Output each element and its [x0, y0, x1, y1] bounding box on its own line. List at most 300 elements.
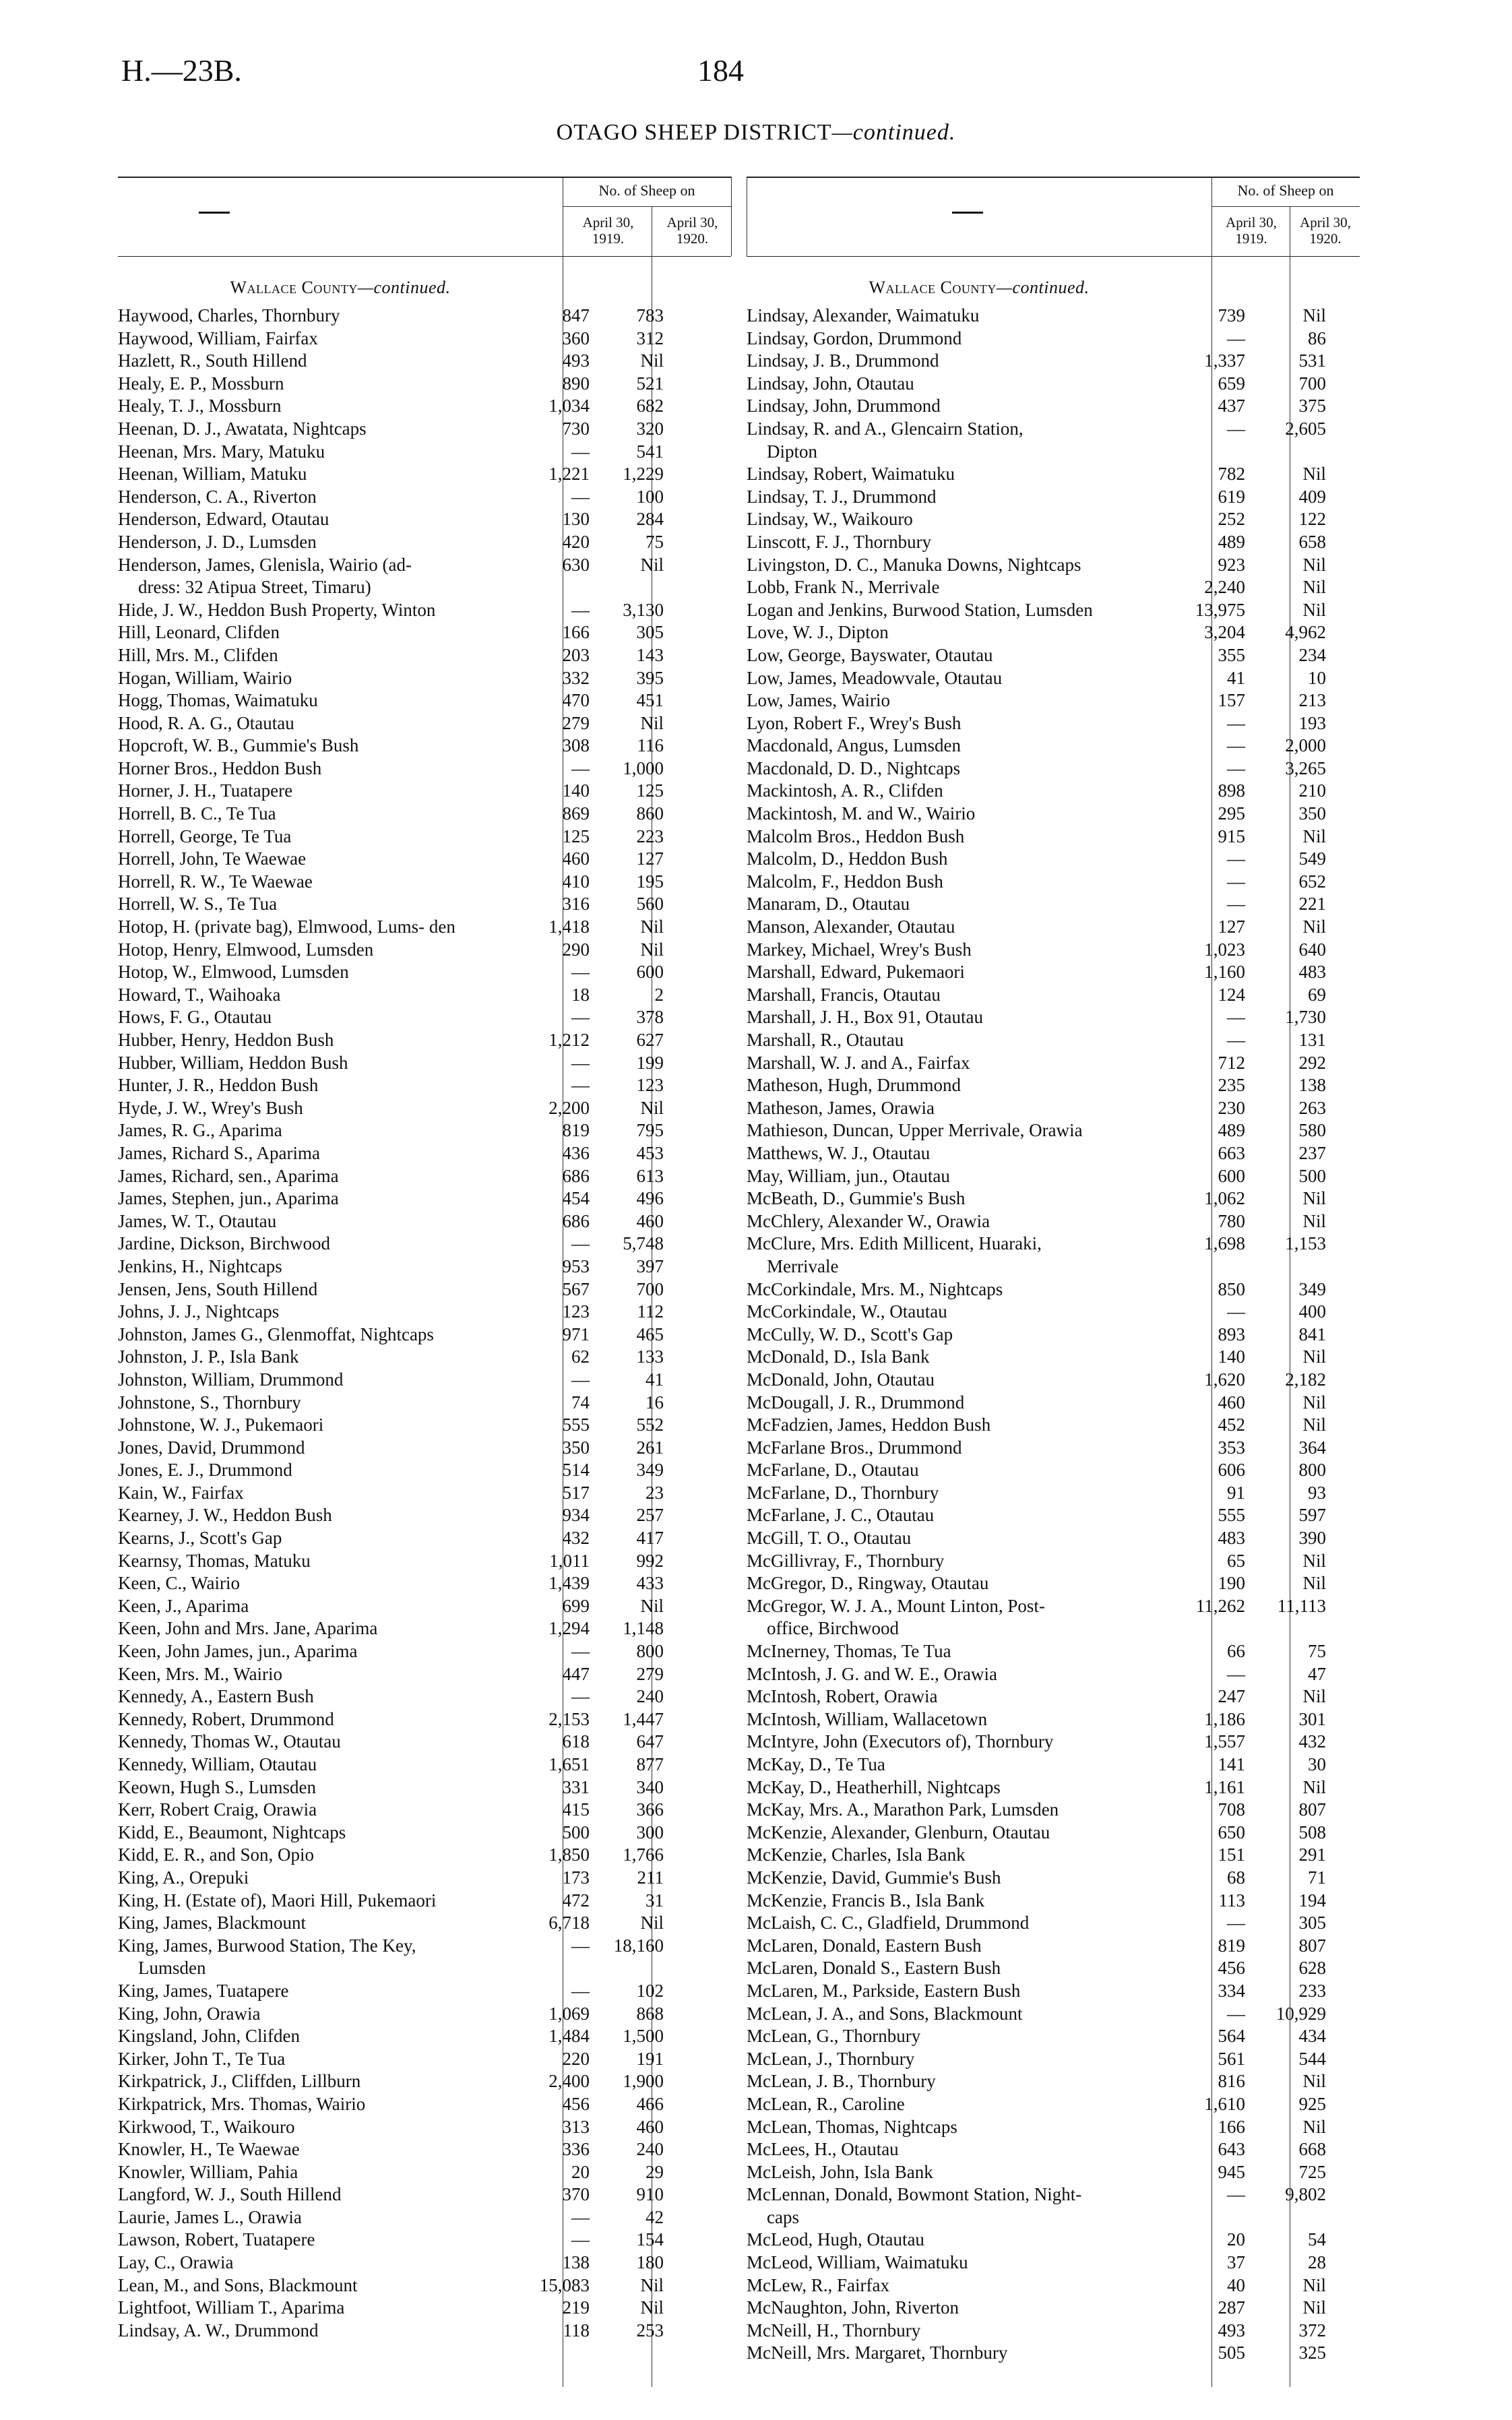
sheep-1920: 199: [636, 1052, 664, 1073]
sheep-1919: 561: [1218, 2048, 1245, 2069]
owner-name: Lay, C., Orawia: [118, 2252, 234, 2273]
sheep-1919: 15,083: [539, 2274, 590, 2295]
sheep-1920: 69: [1308, 984, 1326, 1005]
owner-name: McLennan, Donald, Bowmont Station, Night- caps: [747, 2184, 1082, 2227]
sheep-1920: 210: [1298, 780, 1326, 801]
table-row: [118, 1640, 731, 1663]
sheep-1920: 807: [1298, 1799, 1326, 1820]
sheep-1920: 807: [1298, 1935, 1326, 1956]
table-header-rule: [118, 256, 731, 257]
sheep-1920: 417: [636, 1528, 664, 1549]
table-row: [747, 1278, 1360, 1301]
owner-name: Kidd, E., Beaumont, Nightcaps: [118, 1822, 346, 1842]
sheep-1919: 489: [1218, 531, 1245, 552]
table-row: [118, 1822, 731, 1844]
owner-name: McGillivray, F., Thornbury: [747, 1550, 945, 1571]
owner-name: Markey, Michael, Wrey's Bush: [747, 939, 972, 960]
date-1919-header: April 30, 1919.: [1226, 214, 1277, 247]
sheep-1920: 11,113: [1277, 1595, 1326, 1616]
table-row: [747, 1754, 1360, 1776]
owner-name: King, James, Tuatapere: [118, 1980, 289, 2001]
owner-name: Marshall, Francis, Otautau: [747, 984, 941, 1005]
owner-name: Healy, T. J., Mossburn: [118, 396, 282, 416]
table-row: [118, 1844, 731, 1867]
sheep-1919: 454: [562, 1188, 590, 1209]
owner-name: King, H. (Estate of), Maori Hill, Pukemaori: [118, 1890, 437, 1911]
table-row: [747, 1663, 1360, 1686]
table-row: [118, 1165, 731, 1188]
owner-name: McFarlane, D., Thornbury: [747, 1482, 939, 1503]
sheep-1920: 597: [1298, 1505, 1326, 1526]
section-heading: Wallace County—continued.: [869, 278, 1090, 297]
sheep-1919: 353: [1218, 1437, 1245, 1458]
sheep-1920: 312: [636, 328, 664, 348]
sheep-1919: 20: [1227, 2229, 1245, 2250]
owner-name: Horner, J. H., Tuatapere: [118, 780, 293, 801]
sheep-1920: 364: [1298, 1437, 1326, 1458]
sheep-1919: —: [1227, 848, 1245, 869]
sheep-1919: 686: [562, 1210, 590, 1231]
owner-name: McLaren, Donald, Eastern Bush: [747, 1935, 982, 1956]
sheep-1920: 925: [1298, 2093, 1326, 2114]
sheep-1919: 456: [562, 2093, 590, 2114]
left-table: [118, 177, 731, 2387]
owner-name: Livingston, D. C., Manuka Downs, Nightcaps: [747, 554, 1081, 575]
sheep-1919: 279: [562, 712, 590, 733]
sheep-1920: 234: [1298, 644, 1326, 665]
table-row: [747, 508, 1360, 531]
table-row: [118, 826, 731, 848]
sheep-1920: 143: [636, 644, 664, 665]
table-row: [118, 2206, 731, 2229]
sheep-1920: Nil: [1302, 1686, 1326, 1707]
sheep-1919: 630: [562, 554, 590, 575]
table-row: [118, 1617, 731, 1640]
sheep-1919: 971: [562, 1324, 590, 1344]
table-row: [747, 1708, 1360, 1731]
sheep-1920: 194: [1298, 1890, 1326, 1911]
table-row: [118, 984, 731, 1007]
owner-name: James, Stephen, jun., Aparima: [118, 1188, 339, 1209]
sheep-1920: Nil: [1302, 305, 1326, 325]
owner-name: Marshall, R., Otautau: [747, 1030, 904, 1050]
owner-name: Kain, W., Fairfax: [118, 1482, 244, 1503]
table-row: [747, 418, 1360, 463]
date-1920-header: April 30, 1920.: [666, 214, 718, 247]
owner-name: McKenzie, Charles, Isla Bank: [747, 1844, 966, 1865]
owner-name: Hows, F. G., Otautau: [118, 1007, 272, 1028]
table-row: [118, 667, 731, 690]
owner-name: McLeish, John, Isla Bank: [747, 2161, 933, 2182]
sheep-1919: 420: [562, 531, 590, 552]
owner-name: McNaughton, John, Riverton: [747, 2297, 959, 2318]
owner-name: Hubber, William, Heddon Bush: [118, 1052, 348, 1073]
owner-name: Kirker, John T., Te Tua: [118, 2048, 286, 2069]
table-row: [747, 328, 1360, 350]
sheep-1919: —: [1227, 418, 1245, 439]
sheep-1919: 782: [1218, 464, 1245, 485]
owner-name: Manson, Alexander, Otautau: [747, 917, 955, 937]
sheep-1919: 360: [562, 328, 590, 348]
table-row: [747, 803, 1360, 826]
table-row: [747, 1776, 1360, 1799]
sheep-1920: 9,802: [1285, 2184, 1326, 2205]
sheep-1919: —: [1227, 735, 1245, 756]
table-row: [747, 1074, 1360, 1097]
owner-name: Lindsay, R. and A., Glencairn Station, Dipton: [747, 418, 1023, 462]
owner-name: McLaish, C. C., Gladfield, Drummond: [747, 1913, 1030, 1933]
sheep-1919: 1,212: [548, 1030, 590, 1050]
table-row: [118, 418, 731, 441]
sheep-1920: 138: [1298, 1075, 1326, 1096]
sheep-1919: 18: [571, 984, 590, 1005]
owner-name: Hotop, W., Elmwood, Lumsden: [118, 962, 349, 983]
owner-name: Lindsay, T. J., Drummond: [747, 486, 937, 507]
sheep-1920: 658: [1298, 531, 1326, 552]
sheep-1919: 1,651: [548, 1754, 590, 1774]
table-row: [747, 1935, 1360, 1958]
owner-name: McInerney, Thomas, Te Tua: [747, 1641, 951, 1662]
sheep-1919: 290: [562, 939, 590, 960]
sheep-1920: 133: [636, 1346, 664, 1367]
sheep-1920: 1,229: [623, 464, 664, 485]
sheep-1920: 451: [636, 690, 664, 711]
sheep-1919: 712: [1218, 1052, 1245, 1073]
sheep-1919: —: [571, 1007, 590, 1028]
sheep-1919: 619: [1218, 486, 1245, 507]
owner-name: McKay, D., Heatherhill, Nightcaps: [747, 1776, 1001, 1797]
table-row: [118, 1912, 731, 1935]
table-row: [747, 1324, 1360, 1346]
owner-list: [118, 305, 731, 2342]
sheep-1920: 193: [1298, 712, 1326, 733]
table-row: [747, 621, 1360, 644]
owner-name: King, James, Burwood Station, The Key, Lumsden: [118, 1935, 416, 1979]
sheep-1920: Nil: [1302, 2116, 1326, 2137]
sheep-1920: 350: [1298, 803, 1326, 824]
sheep-1919: 934: [562, 1505, 590, 1526]
sheep-1920: Nil: [640, 1097, 664, 1118]
owner-name: Macdonald, Angus, Lumsden: [747, 735, 961, 756]
table-row: [118, 1301, 731, 1324]
sheep-1920: 552: [636, 1415, 664, 1435]
sheep-1920: 841: [1298, 1324, 1326, 1344]
owner-name: Lindsay, A. W., Drummond: [118, 2320, 319, 2340]
table-row: [118, 916, 731, 939]
table-row: [118, 1324, 731, 1346]
owner-name: McCorkindale, W., Otautau: [747, 1301, 947, 1322]
sheep-1919: —: [1227, 712, 1245, 733]
table-row: [747, 1822, 1360, 1844]
table-row: [747, 463, 1360, 486]
sheep-1920: 233: [1298, 1980, 1326, 2001]
owner-name: Mathieson, Duncan, Upper Merrivale, Orawia: [747, 1120, 1083, 1141]
sheep-1920: 668: [1298, 2139, 1326, 2160]
sheep-1919: —: [1227, 757, 1245, 778]
owner-name: McIntyre, John (Executors of), Thornbury: [747, 1731, 1054, 1752]
table-row: [747, 689, 1360, 712]
owner-name: Macdonald, D. D., Nightcaps: [747, 757, 961, 778]
table-header-rule: [747, 256, 1360, 257]
table-row: [118, 621, 731, 644]
owner-name: Marshall, Edward, Pukemaori: [747, 962, 965, 983]
sheep-1919: 138: [562, 2252, 590, 2273]
table-row: [118, 350, 731, 373]
sheep-1920: 2,182: [1285, 1369, 1326, 1390]
sheep-1919: 74: [571, 1392, 590, 1413]
sheep-1920: 86: [1308, 328, 1326, 348]
table-row: [747, 826, 1360, 848]
sheep-1920: 549: [1298, 848, 1326, 869]
sheep-1919: 816: [1218, 2071, 1245, 2092]
owner-name: Kearnsy, Thomas, Matuku: [118, 1550, 311, 1571]
sheep-1920: 783: [636, 305, 664, 325]
sheep-1920: 211: [637, 1867, 664, 1888]
sheep-1919: 1,557: [1204, 1731, 1245, 1752]
owner-name: McNeill, H., Thornbury: [747, 2320, 921, 2340]
table-row: [118, 1142, 731, 1165]
owner-name: Keen, C., Wairio: [118, 1573, 241, 1594]
sheep-1919: 618: [562, 1731, 590, 1752]
sheep-1920: 75: [645, 531, 664, 552]
sheep-1919: 869: [562, 803, 590, 824]
sheep-1920: 433: [636, 1573, 664, 1594]
sheep-1920: 253: [636, 2320, 664, 2340]
sheep-1919: 819: [1218, 1935, 1245, 1956]
table-row: [747, 1685, 1360, 1708]
table-row: [747, 554, 1360, 577]
table-row: [747, 848, 1360, 871]
sheep-1919: —: [1227, 1007, 1245, 1028]
sheep-1919: 730: [562, 418, 590, 439]
sheep-1920: 4,962: [1285, 622, 1326, 643]
sheep-1919: 1,337: [1204, 350, 1245, 371]
table-row: [118, 508, 731, 531]
sheep-1919: 140: [562, 780, 590, 801]
table-row: [747, 1006, 1360, 1029]
sheep-1919: 437: [1218, 396, 1245, 416]
sheep-1919: 331: [562, 1776, 590, 1797]
table-row: [747, 350, 1360, 373]
header-sub-rule: [1211, 206, 1360, 207]
table-row: [747, 531, 1360, 554]
owner-name: Johnston, James G., Glenmoffat, Nightcaps: [118, 1324, 434, 1344]
owner-name: Linscott, F. J., Thornbury: [747, 531, 932, 552]
sheep-1920: 647: [636, 1731, 664, 1752]
sheep-1919: 1,221: [548, 464, 590, 485]
sheep-1920: 640: [1298, 939, 1326, 960]
sheep-1920: 18,160: [613, 1935, 664, 1956]
table-row: [118, 2297, 731, 2320]
table-row: [118, 1482, 731, 1505]
table-row: [747, 1731, 1360, 1754]
owner-name: Lindsay, John, Drummond: [747, 396, 941, 416]
owner-name: Jensen, Jens, South Hillend: [118, 1278, 318, 1299]
sheep-1920: 116: [637, 735, 664, 756]
sheep-1920: 544: [1298, 2048, 1326, 2069]
sheep-1919: 1,186: [1204, 1708, 1245, 1729]
sheep-1920: 2,000: [1285, 735, 1326, 756]
owner-name: Lawson, Robert, Tuatapere: [118, 2229, 315, 2250]
owner-name: McNeill, Mrs. Margaret, Thornbury: [747, 2343, 1008, 2363]
sheep-1919: 1,294: [548, 1618, 590, 1639]
sheep-1919: 127: [1218, 917, 1245, 937]
sheep-1920: 284: [636, 509, 664, 530]
sheep-1919: 2,153: [548, 1708, 590, 1729]
owner-name: McDougall, J. R., Drummond: [747, 1392, 965, 1413]
table-row: [747, 644, 1360, 667]
owner-name: Horner Bros., Heddon Bush: [118, 757, 322, 778]
sheep-1920: 349: [1298, 1278, 1326, 1299]
sheep-1920: 300: [636, 1822, 664, 1842]
table-row: [118, 2183, 731, 2206]
owner-name: Johnstone, W. J., Pukemaori: [118, 1415, 324, 1435]
table-row: [118, 1392, 731, 1415]
sheep-1920: Nil: [1302, 917, 1326, 937]
sheep-count-group-header: No. of Sheep on: [1237, 182, 1334, 199]
table-row: [747, 2025, 1360, 2048]
owner-name: Lean, M., and Sons, Blackmount: [118, 2274, 358, 2295]
sheep-1920: 28: [1308, 2252, 1326, 2273]
sheep-1919: 230: [1218, 1097, 1245, 1118]
sheep-1920: 10: [1308, 667, 1326, 688]
sheep-1920: 800: [636, 1641, 664, 1662]
sheep-1920: 613: [636, 1165, 664, 1186]
table-row: [747, 735, 1360, 757]
owner-name: Jones, E. J., Drummond: [118, 1460, 292, 1481]
owner-name: Laurie, James L., Orawia: [118, 2206, 302, 2227]
sheep-1920: 366: [636, 1799, 664, 1820]
sheep-1919: —: [571, 1686, 590, 1707]
owner-name: McGregor, W. J. A., Mount Linton, Post- office, Birchwood: [747, 1595, 1045, 1639]
sheep-1920: 460: [636, 2116, 664, 2137]
owner-name: Kennedy, Robert, Drummond: [118, 1708, 334, 1729]
owner-list: [747, 305, 1360, 2365]
sheep-1919: —: [571, 1641, 590, 1662]
sheep-1920: 652: [1298, 871, 1326, 892]
sheep-1919: —: [571, 1052, 590, 1073]
sheep-1919: 686: [562, 1165, 590, 1186]
sheep-1919: 252: [1218, 509, 1245, 530]
sheep-1919: 470: [562, 690, 590, 711]
table-row: [118, 531, 731, 554]
sheep-1920: Nil: [1302, 1210, 1326, 1231]
table-row: [118, 373, 731, 396]
owner-name: McLeod, Hugh, Otautau: [747, 2229, 924, 2250]
section-heading: Wallace County—continued.: [230, 278, 451, 297]
sheep-1920: 628: [1298, 1958, 1326, 1979]
owner-name: Lindsay, John, Otautau: [747, 373, 914, 394]
owner-name: Jenkins, H., Nightcaps: [118, 1255, 282, 1276]
owner-name: McDonald, John, Otautau: [747, 1369, 935, 1390]
owner-name: Healy, E. P., Mossburn: [118, 373, 284, 394]
table-row: [118, 1980, 731, 2003]
owner-name: Hill, Leonard, Clifden: [118, 622, 280, 643]
date-1920-header: April 30, 1920.: [1300, 214, 1351, 247]
sheep-1919: 1,484: [548, 2026, 590, 2047]
sheep-1920: 112: [637, 1301, 664, 1322]
sheep-1920: 521: [636, 373, 664, 394]
table-row: [118, 1119, 731, 1142]
table-row: [118, 1663, 731, 1686]
table-row: [118, 1731, 731, 1754]
sheep-1919: 190: [1218, 1573, 1245, 1594]
sheep-1920: 434: [1298, 2026, 1326, 2047]
table-row: [118, 1097, 731, 1120]
owner-name: King, John, Orawia: [118, 2003, 261, 2024]
sheep-1920: 432: [1298, 1731, 1326, 1752]
sheep-1920: 261: [636, 1437, 664, 1458]
table-row: [747, 1210, 1360, 1233]
sheep-1919: 287: [1218, 2297, 1245, 2318]
sheep-1920: 992: [636, 1550, 664, 1571]
sheep-1920: 320: [636, 418, 664, 439]
sheep-1919: 235: [1218, 1075, 1245, 1096]
sheep-1919: 336: [562, 2139, 590, 2160]
sheep-1919: 493: [562, 350, 590, 371]
sheep-1919: 923: [1218, 554, 1245, 575]
sheep-1919: 295: [1218, 803, 1245, 824]
sheep-1920: 279: [636, 1663, 664, 1684]
table-row: [747, 2161, 1360, 2184]
sheep-1919: 2,400: [548, 2071, 590, 2092]
sheep-1919: 1,698: [1204, 1233, 1245, 1254]
table-row: [118, 757, 731, 780]
owner-name: Jones, David, Drummond: [118, 1437, 305, 1458]
sheep-1919: 247: [1218, 1686, 1245, 1707]
sheep-1919: 313: [562, 2116, 590, 2137]
table-row: [747, 1572, 1360, 1595]
owner-name: Low, George, Bayswater, Otautau: [747, 644, 993, 665]
sheep-1919: 332: [562, 667, 590, 688]
sheep-1919: 517: [562, 1482, 590, 1503]
table-row: [747, 1912, 1360, 1935]
sheep-1919: 739: [1218, 305, 1245, 325]
sheep-1920: 453: [636, 1142, 664, 1163]
owner-name: James, R. G., Aparima: [118, 1120, 282, 1141]
owner-name: Lobb, Frank N., Merrivale: [747, 577, 940, 598]
table-row: [747, 1595, 1360, 1640]
sheep-1919: —: [1227, 894, 1245, 914]
table-row: [118, 1255, 731, 1278]
sheep-1919: 460: [1218, 1392, 1245, 1413]
table-row: [118, 1504, 731, 1527]
owner-name: McIntosh, Robert, Orawia: [747, 1686, 938, 1707]
owner-name: Malcolm, D., Heddon Bush: [747, 848, 948, 869]
sheep-1919: 600: [1218, 1165, 1245, 1186]
sheep-1920: Nil: [1302, 2297, 1326, 2318]
owner-name: McDonald, D., Isla Bank: [747, 1346, 930, 1367]
table-row: [118, 1437, 731, 1460]
page-number: 184: [697, 53, 744, 88]
sheep-1919: 157: [1218, 690, 1245, 711]
sheep-1920: 725: [1298, 2161, 1326, 2182]
sheep-1920: Nil: [640, 2274, 664, 2295]
sheep-1920: 237: [1298, 1142, 1326, 1163]
sheep-1919: —: [571, 2229, 590, 2250]
sheep-1919: 316: [562, 894, 590, 914]
owner-name: McLean, R., Caroline: [747, 2093, 905, 2114]
sheep-1920: 465: [636, 1324, 664, 1344]
table-row: [118, 848, 731, 871]
owner-name: McIntosh, William, Wallacetown: [747, 1708, 988, 1729]
sheep-1920: 910: [636, 2184, 664, 2205]
sheep-1919: —: [571, 1980, 590, 2001]
owner-name: Hyde, J. W., Wrey's Bush: [118, 1097, 303, 1118]
owner-name: Kennedy, Thomas W., Otautau: [118, 1731, 341, 1752]
sheep-1919: 65: [1227, 1550, 1245, 1571]
sheep-1920: Nil: [640, 1595, 664, 1616]
